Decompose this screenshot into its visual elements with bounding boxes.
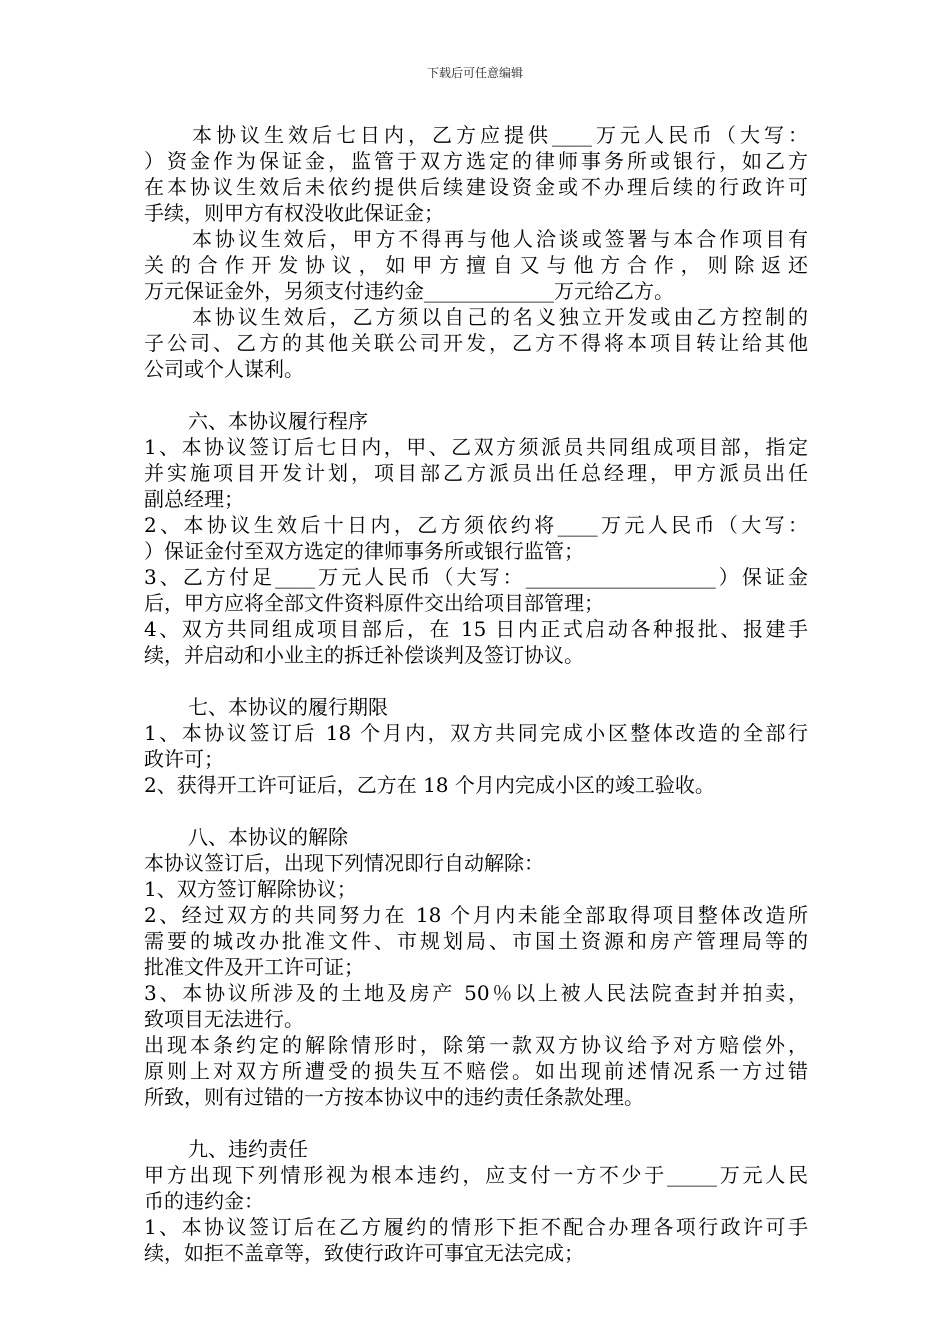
text-line: 致项目无法进行。: [144, 1007, 304, 1031]
text-line: 子公司、乙方的其他关联公司开发，乙方不得将本项目转让给其他: [144, 331, 808, 355]
text-line: 本协议签订后，出现下列情况即行自动解除：: [144, 851, 544, 875]
document-body: [144, 122, 808, 1266]
text-line: 后，甲方应将全部文件资料原件交出给项目部管理；: [144, 591, 604, 615]
text-line: 万元保证金外，另须支付违约金_____________万元给乙方。: [144, 279, 674, 303]
text-line: 2、获得开工许可证后，乙方在 18 个月内完成小区的竣工验收。: [144, 773, 715, 797]
text-line: 甲方出现下列情形视为根本违约，应支付一方不少于_____万元人民: [144, 1163, 808, 1187]
blank-line: [144, 798, 808, 824]
text-line: 2、本协议生效后十日内，乙方须依约将____万元人民币（大写：: [144, 513, 808, 537]
text-line: 副总经理；: [144, 487, 244, 511]
text-line: 七、本协议的履行期限: [188, 695, 388, 719]
blank-line: [144, 668, 808, 694]
blank-line: [144, 382, 808, 408]
blank-line: [144, 1110, 808, 1136]
text-line: 出现本条约定的解除情形时，除第一款双方协议给予对方赔偿外，: [144, 1033, 808, 1057]
text-line: 关的合作开发协议，如甲方擅自又与他方合作，则除返还: [144, 253, 808, 277]
text-line: 在本协议生效后未依约提供后续建设资金或不办理后续的行政许可: [144, 175, 808, 199]
text-line: 2、经过双方的共同努力在 18 个月内未能全部取得项目整体改造所: [144, 903, 808, 927]
text-line: 1、本协议签订后在乙方履约的情形下拒不配合办理各项行政许可手: [144, 1215, 808, 1239]
text-line: ）保证金付至双方选定的律师事务所或银行监管；: [144, 539, 584, 563]
text-line: 批准文件及开工许可证；: [144, 955, 364, 979]
text-line: 并实施项目开发计划，项目部乙方派员出任总经理，甲方派员出任: [144, 461, 808, 485]
text-line: 续，并启动和小业主的拆迁补偿谈判及签订协议。: [144, 643, 584, 667]
text-line: 手续，则甲方有权没收此保证金；: [144, 201, 444, 225]
page-header: 下载后可任意编辑: [426, 66, 523, 80]
text-line: 续，如拒不盖章等，致使行政许可事宜无法完成；: [144, 1241, 584, 1265]
text-line: 本协议生效后，甲方不得再与他人洽谈或签署与本合作项目有: [192, 227, 808, 251]
text-line: 九、违约责任: [188, 1137, 308, 1161]
text-line: 政许可；: [144, 747, 224, 771]
text-line: ）资金作为保证金，监管于双方选定的律师事务所或银行，如乙方: [144, 149, 808, 173]
text-line: 3、乙方付足____万元人民币（大写：___________________）保证金: [144, 565, 808, 589]
text-line: 需要的城改办批准文件、市规划局、市国土资源和房产管理局等的: [144, 929, 808, 953]
text-line: 本协议生效后，乙方须以自己的名义独立开发或由乙方控制的: [192, 305, 808, 329]
text-line: 1、本协议签订后七日内，甲、乙双方须派员共同组成项目部，指定: [144, 435, 808, 459]
text-line: 六、本协议履行程序: [188, 409, 368, 433]
text-line: 八、本协议的解除: [188, 825, 348, 849]
text-line: 公司或个人谋利。: [144, 357, 304, 381]
text-line: 1、双方签订解除协议；: [144, 877, 357, 901]
text-line: 3、本协议所涉及的土地及房产 50％以上被人民法院查封并拍卖，: [144, 981, 808, 1005]
text-line: 4、双方共同组成项目部后，在 15 日内正式启动各种报批、报建手: [144, 617, 808, 641]
text-line: 1、本协议签订后 18 个月内，双方共同完成小区整体改造的全部行: [144, 721, 808, 745]
text-line: 所致，则有过错的一方按本协议中的违约责任条款处理。: [144, 1085, 644, 1109]
text-line: 本协议生效后七日内，乙方应提供____万元人民币（大写：: [192, 123, 808, 147]
text-line: 原则上对双方所遭受的损失互不赔偿。如出现前述情况系一方过错: [144, 1059, 808, 1083]
text-line: 币的违约金：: [144, 1189, 264, 1213]
